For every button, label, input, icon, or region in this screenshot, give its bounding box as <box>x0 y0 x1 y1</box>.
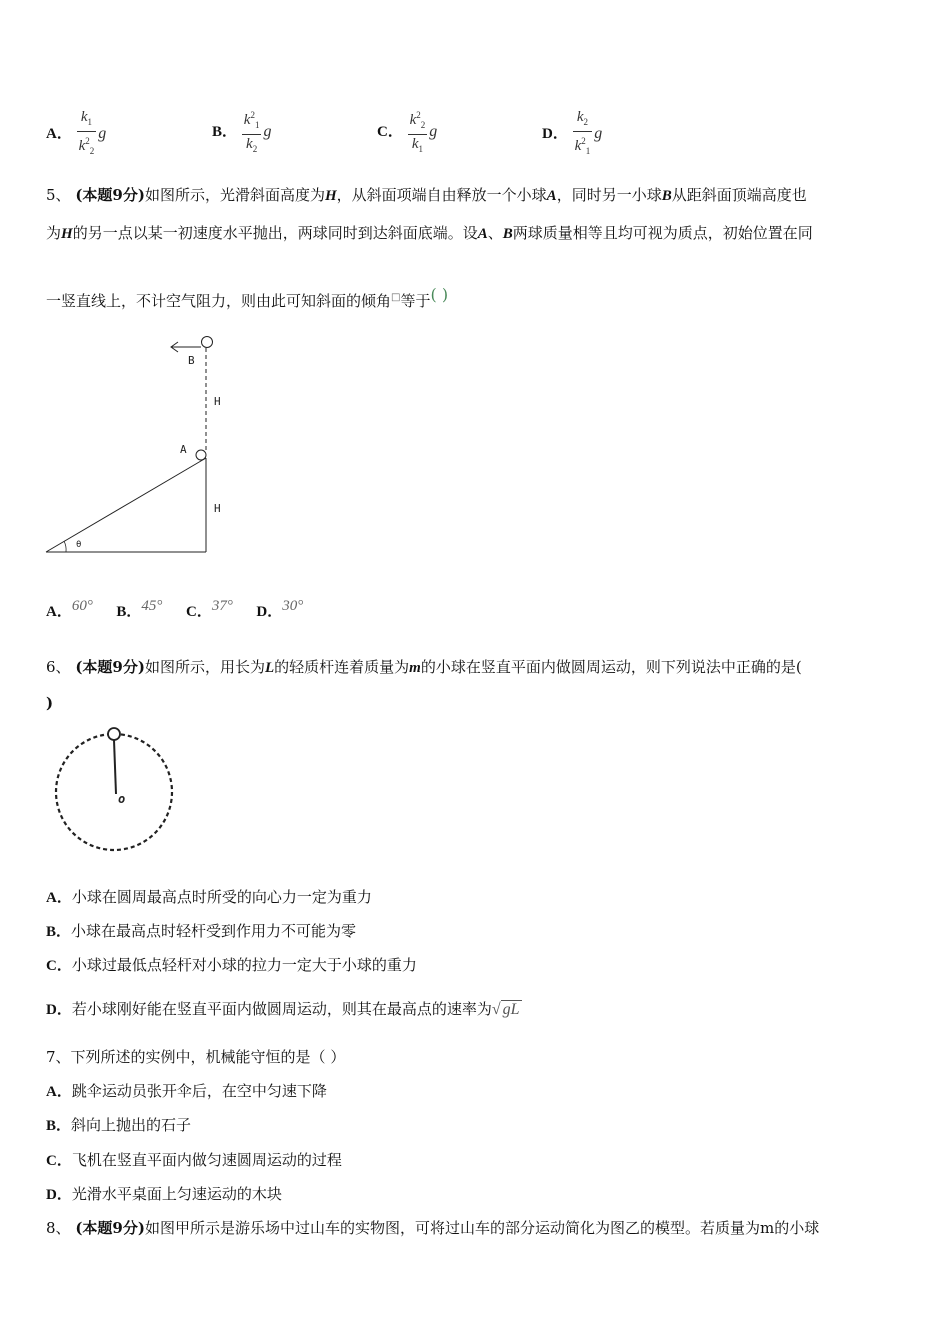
option-letter: A． <box>46 1084 72 1100</box>
option-letter: D． <box>542 126 568 142</box>
label-b: B <box>188 354 195 367</box>
text: 的轻质杆连着质量为 <box>274 658 410 676</box>
denominator-base: k <box>78 138 86 154</box>
answer-paren: ( ) <box>430 285 449 304</box>
question-number: 5、 <box>46 186 71 204</box>
q6-option-c <box>46 954 417 977</box>
text: 如图所示，光滑斜面高度为 <box>144 186 325 204</box>
numerator-base: k <box>80 109 88 125</box>
text: 两球质量相等且均可视为质点，初始位置在同 <box>512 224 813 242</box>
text: 一竖直线上，不计空气阻力，则由此可知斜面的倾角 <box>46 292 392 310</box>
q8-line-1 <box>46 1217 819 1239</box>
text: 的另一点以某一初速度水平抛出，两球同时到达斜面底端。设 <box>72 224 478 242</box>
sqrt-radicand: gL <box>502 1001 520 1018</box>
var-a: A <box>477 226 488 242</box>
q7-option-a <box>46 1080 327 1103</box>
score-tag: (本题9分) <box>75 658 145 676</box>
fraction <box>573 108 593 160</box>
text: 的小球在竖直平面内做圆周运动，则下列说法中正确的是( <box>420 658 802 676</box>
numerator-sub: 2 <box>420 120 426 130</box>
score-tag: (本题9分) <box>75 1219 145 1237</box>
numerator-base: k <box>576 109 584 125</box>
option-value: 60° <box>71 598 93 614</box>
option-letter: C． <box>46 958 72 974</box>
text: 从距斜面顶端高度也 <box>671 186 807 204</box>
var-m: m <box>409 660 421 676</box>
denominator-sub: 1 <box>585 146 591 156</box>
q7-option-d <box>46 1183 282 1206</box>
text: 如图所示，用长为 <box>144 658 265 676</box>
q5-line-3 <box>46 284 448 312</box>
option-letter: D． <box>256 604 283 620</box>
q6-option-d <box>46 998 522 1021</box>
q5-line-1 <box>46 184 807 207</box>
g-symbol: g <box>98 125 107 142</box>
var-h: H <box>61 226 73 242</box>
option-text: 若小球刚好能在竖直平面内做圆周运动，则其在最高点的速率为 <box>71 1000 492 1018</box>
denominator-sup: 2 <box>85 136 90 146</box>
option-text: 小球在圆周最高点时所受的向心力一定为重力 <box>71 888 372 906</box>
option-letter: A． <box>46 126 72 142</box>
denominator-base: k <box>411 136 419 152</box>
rod <box>114 740 116 794</box>
option-letter: C． <box>46 1153 72 1169</box>
var-b: B <box>661 188 672 204</box>
option-letter: B． <box>46 1118 72 1134</box>
q6-option-b <box>46 920 356 943</box>
option-letter: D． <box>46 1187 72 1203</box>
q4-option-c <box>377 106 437 158</box>
text: ，从斜面项端自由释放一个小球 <box>336 186 547 204</box>
q4-option-d <box>542 108 602 160</box>
g-symbol: g <box>429 123 438 140</box>
q7-stem: 7、下列所述的实例中，机械能守恒的是（ ） <box>46 1048 346 1066</box>
option-letter: A． <box>46 604 72 620</box>
incline-surface <box>46 458 206 552</box>
ball-b <box>202 337 213 348</box>
option-text: 斜向上抛出的石子 <box>71 1116 192 1134</box>
option-letter: B． <box>212 124 238 140</box>
label-h-top: H <box>214 395 221 408</box>
denominator-sub: 2 <box>89 146 95 156</box>
label-theta: θ <box>76 540 82 550</box>
sqrt-expression: √ gL <box>491 1001 520 1018</box>
numerator-sub: 2 <box>583 117 589 127</box>
q5-incline-figure <box>40 330 240 560</box>
q4-option-a <box>46 108 106 160</box>
q6-circle-figure <box>48 724 180 858</box>
q6-close-paren: ) <box>46 694 54 712</box>
question-number: 8、 <box>46 1219 71 1237</box>
option-text: 光滑水平桌面上匀速运动的木块 <box>71 1185 282 1203</box>
denominator-sub: 2 <box>252 144 258 154</box>
label-h-side: H <box>214 502 221 515</box>
fraction <box>408 106 428 158</box>
numerator-sup: 2 <box>416 110 421 120</box>
option-text: 小球在最高点时轻杆受到作用力不可能为零 <box>71 922 357 940</box>
q8-text: 如图甲所示是游乐场中过山车的实物图，可将过山车的部分运动简化为图乙的模型。若质量为m的小球 <box>144 1219 820 1237</box>
var-b: B <box>502 226 513 242</box>
q7-option-b <box>46 1114 191 1137</box>
option-letter: C． <box>377 124 403 140</box>
label-o: o <box>118 792 126 806</box>
denominator-base: k <box>246 136 253 152</box>
text: ，同时另一小球 <box>556 186 662 204</box>
fraction <box>242 106 262 158</box>
score-tag: (本题9分) <box>75 186 145 204</box>
fraction <box>77 108 97 160</box>
denominator-sup: 2 <box>581 136 586 146</box>
option-value: 37° <box>211 598 233 614</box>
option-text: 小球过最低点轻杆对小球的拉力一定大于小球的重力 <box>71 956 417 974</box>
option-letter: D． <box>46 1002 72 1018</box>
option-text: 跳伞运动员张开伞后，在空中匀速下降 <box>71 1082 327 1100</box>
numerator-base: k <box>409 112 417 128</box>
denominator-base: k <box>574 138 582 154</box>
var-a: A <box>546 188 557 204</box>
text: 、 <box>487 224 503 242</box>
var-h: H <box>324 188 337 204</box>
denominator-sub: 1 <box>418 144 424 154</box>
text: 等于 <box>400 292 431 310</box>
q5-options <box>46 598 303 621</box>
label-a: A <box>180 443 187 456</box>
option-letter: B． <box>116 604 142 620</box>
q5-line-2 <box>46 222 813 245</box>
missing-glyph: □ <box>391 292 401 303</box>
numerator-sub: 1 <box>87 117 93 127</box>
g-symbol: g <box>594 125 603 142</box>
numerator-base: k <box>243 112 251 128</box>
numerator-sub: 1 <box>254 120 260 130</box>
question-number: 6、 <box>46 658 71 676</box>
angle-arc <box>64 541 66 552</box>
g-symbol: g <box>263 123 272 140</box>
option-letter: A． <box>46 890 72 906</box>
ball <box>108 728 120 740</box>
q6-line-1 <box>46 656 802 679</box>
numerator-sup: 2 <box>250 110 255 120</box>
option-value: 45° <box>141 598 163 614</box>
option-letter: B． <box>46 924 72 940</box>
q7-option-c <box>46 1149 342 1172</box>
text: 为 <box>46 224 62 242</box>
q6-option-a <box>46 886 372 909</box>
q4-option-b <box>212 106 271 158</box>
option-text: 飞机在竖直平面内做匀速圆周运动的过程 <box>71 1151 342 1169</box>
option-letter: C． <box>185 604 212 620</box>
var-l: L <box>264 660 275 676</box>
option-value: 30° <box>282 598 304 614</box>
